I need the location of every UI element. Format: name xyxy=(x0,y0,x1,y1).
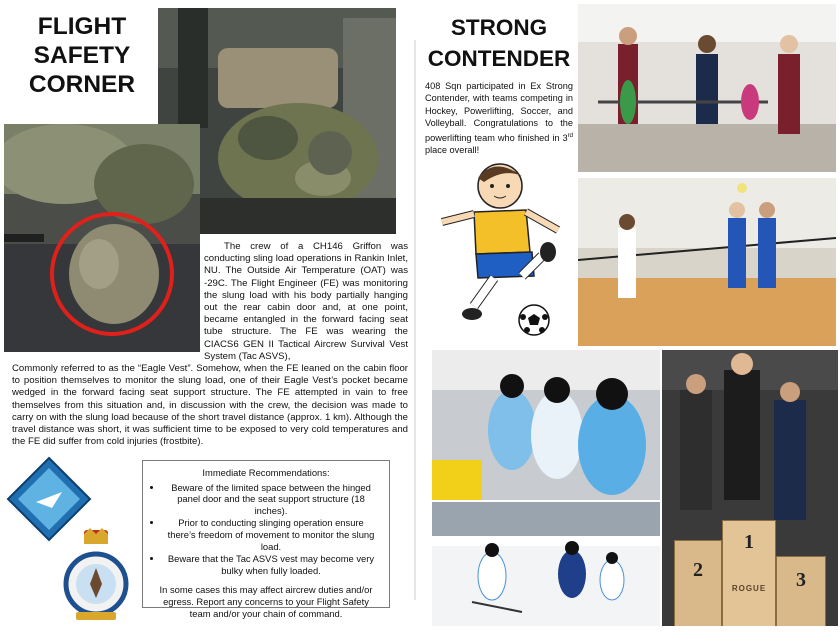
article-body: Commonly referred to as the “Eagle Vest”. Somehow, when the FE leaned on the cabin floor to position themselves to monitor the slung load, one of their Eagle Vest’s pocket became wedged in the forward facing seat support structure. The FE attempted in vain to free themselves from this situation and, in discussion with the crew, the decision was made to carry on with the slung load because of the short travel distance (approx. 1 km). Although the travel distance was short, it was sufficient time to be exposed to very cold temperatures and the FE did suffer from cold injuries (frostbite). xyxy=(12,363,408,448)
intro-text: 408 Sqn participated in Ex Strong Contender, with teams competing in Hockey, Powerlifting, Soccer, and Volleyball. Congratulations to the powerlifting team who finished in 3 xyxy=(425,81,573,143)
podium-number: 3 xyxy=(796,569,806,591)
vest-pocket-photo xyxy=(4,124,200,352)
page-divider xyxy=(414,40,416,600)
flight-safety-title xyxy=(12,12,152,99)
recommendation-item: • Beware that the Tac ASVS vest may become very bulky when fully loaded. xyxy=(163,553,379,576)
podium-step-3 xyxy=(776,556,826,626)
recommendations-list xyxy=(153,482,379,577)
title-line: STRONG xyxy=(450,15,548,40)
podium-brand: ROGUE xyxy=(731,584,767,593)
strong-contender-title xyxy=(420,12,578,74)
hockey-bench-photo xyxy=(432,350,660,500)
title-line: CORNER xyxy=(28,71,136,98)
volleyball-photo xyxy=(578,178,836,346)
intro-text-end: place overall! xyxy=(425,145,480,156)
podium-step-2 xyxy=(674,540,722,626)
soccer-cartoon xyxy=(434,156,574,342)
title-line: CONTENDER xyxy=(427,46,571,71)
squadron-crest-icon xyxy=(62,528,130,624)
recommendation-item: • Prior to conducting slinging operation ensure there’s freedom of movement to monitor the slung load. xyxy=(163,517,379,552)
title-line: FLIGHT xyxy=(37,13,127,40)
hockey-game-photo xyxy=(432,502,660,626)
powerlifting-photo xyxy=(578,4,836,172)
article-intro: The crew of a CH146 Griffon was conducting sling load operations in Rankin Inlet, NU. The Outside Air Temperature (OAT) was -29C. The Flight Engineer (FE) was monitoring the slung load with his body partially hanging out the rear cabin door and, at one point, became entangled in the forward facing seat tube structure. The FE was wearing the CIACS6 GEN II Tactical Aircrew Survival Vest System (Tac ASVS), xyxy=(204,241,408,362)
strong-contender-intro xyxy=(425,80,573,157)
recommendation-item: • Beware of the limited space between the hinged panel door and the seat support structure (18 inches). xyxy=(163,482,379,517)
recommendations-box xyxy=(142,460,390,619)
podium-photo xyxy=(662,350,838,626)
recommendations-heading: Immediate Recommendations: xyxy=(202,467,330,478)
intro-superscript: rd xyxy=(567,132,573,139)
title-line: SAFETY xyxy=(33,42,131,69)
podium-step-1 xyxy=(722,520,776,626)
podium-number: 1 xyxy=(744,531,754,553)
podium-number: 2 xyxy=(693,559,703,581)
recommendations-closing: In some cases this may affect aircrew duties and/or egress. Report any concerns to your Flight Safety team and/or your chain of command. xyxy=(159,584,373,619)
